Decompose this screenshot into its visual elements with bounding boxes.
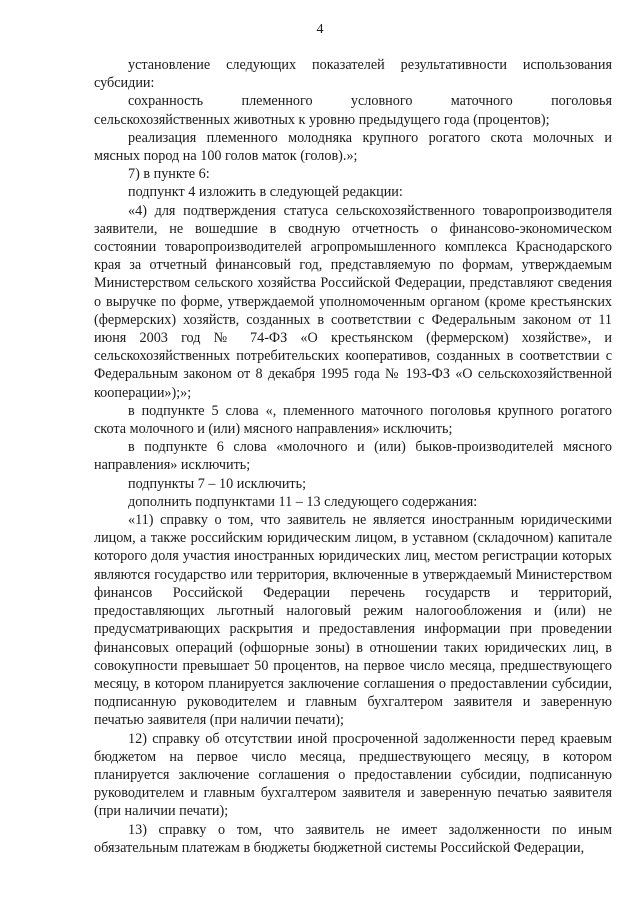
page-number: 4 (316, 22, 324, 37)
paragraph: в подпункте 5 слова «, племенного маточного поголовья крупного рогатого скота молочного и (или) мясного направления» исключить; (94, 402, 612, 438)
paragraph: в подпункте 6 слова «молочного и (или) быков-производителей мясного направления» исключить; (94, 439, 612, 474)
paragraph: 13) справку о том, что заявитель не имеет задолженности по иным обязательным платежам в бюджеты бюджетной системы Российской Федерации, (94, 821, 612, 856)
paragraph: «4) для подтверждения статуса сельскохозяйственного товаропроизводителя заявители, не вошедшие в сводную отчетность о финансово-экономическом состоянии товаропроизводителей агропромышленного комплекса Краснодарского края за отчетный финансовый год, представляемую по формам, утверждаемым Министерством сельского хозяйства Российской Федерации, представляют сведения о выручке по форме, утверждаемой уполномоченным органом (кроме крестьянских (фермерских) хозяйств, созданных в соответствии с Федеральным законом от 11 июня 2003 год № 74-ФЗ «О крестьянском (фермерском) хозяйстве», и сельскохозяйственных потребительских кооперативов, созданных в соответствии с Федеральным законом от 8 декабря 1995 года № 193-ФЗ «О сельскохозяйственной кооперации»);»; (94, 202, 612, 401)
paragraph: подпункт 4 изложить в следующей редакции: (128, 184, 403, 201)
paragraph: 7) в пункте 6: (128, 166, 210, 183)
paragraph: реализация племенного молодняка крупного рогатого скота молочных и мясных пород на 100 голов маток (голов).»; (94, 129, 612, 165)
document-body (94, 56, 612, 857)
paragraph: 12) справку об отсутствии иной просроченной задолженности перед краевым бюджетом на первое число месяца, предшествующего месяцу, в котором планируется заключение соглашения о предоставлении субсидии, подписанную руководителем и главным бухгалтером заявителя и заверенную печатью заявителя (при наличии печати); (94, 730, 612, 820)
paragraph: «11) справку о том, что заявитель не является иностранным юридическими лицом, а также российским юридическим лицом, в уставном (складочном) капитале которого доля участия иностранных юридических лиц, местом регистрации которых являются государство или территория, включенные в утверждаемый Министерством финансов Российской Федерации перечень государств и территорий, предоставляющих льготный налоговый режим налогообложения и (или) не предусматривающих раскрытия и предоставления информации при проведении финансовых операций (офшорные зоны) в отношении таких юридических лиц, в совокупности превышает 50 процентов, на первое число месяца, предшествующего месяцу, в котором планируется заключение соглашения о предоставлении субсидии, подписанную руководителем и главным бухгалтером заявителя и заверенную печатью заявителя (при наличии печати); (94, 512, 612, 729)
paragraph: сохранность племенного условного маточного поголовья сельскохозяйственных животных к уровню предыдущего года (процентов); (94, 93, 612, 128)
paragraph: установление следующих показателей результативности использования субсидии: (94, 57, 612, 92)
paragraph: подпункты 7 – 10 исключить; (128, 475, 307, 492)
paragraph: дополнить подпунктами 11 – 13 следующего содержания: (128, 493, 478, 510)
